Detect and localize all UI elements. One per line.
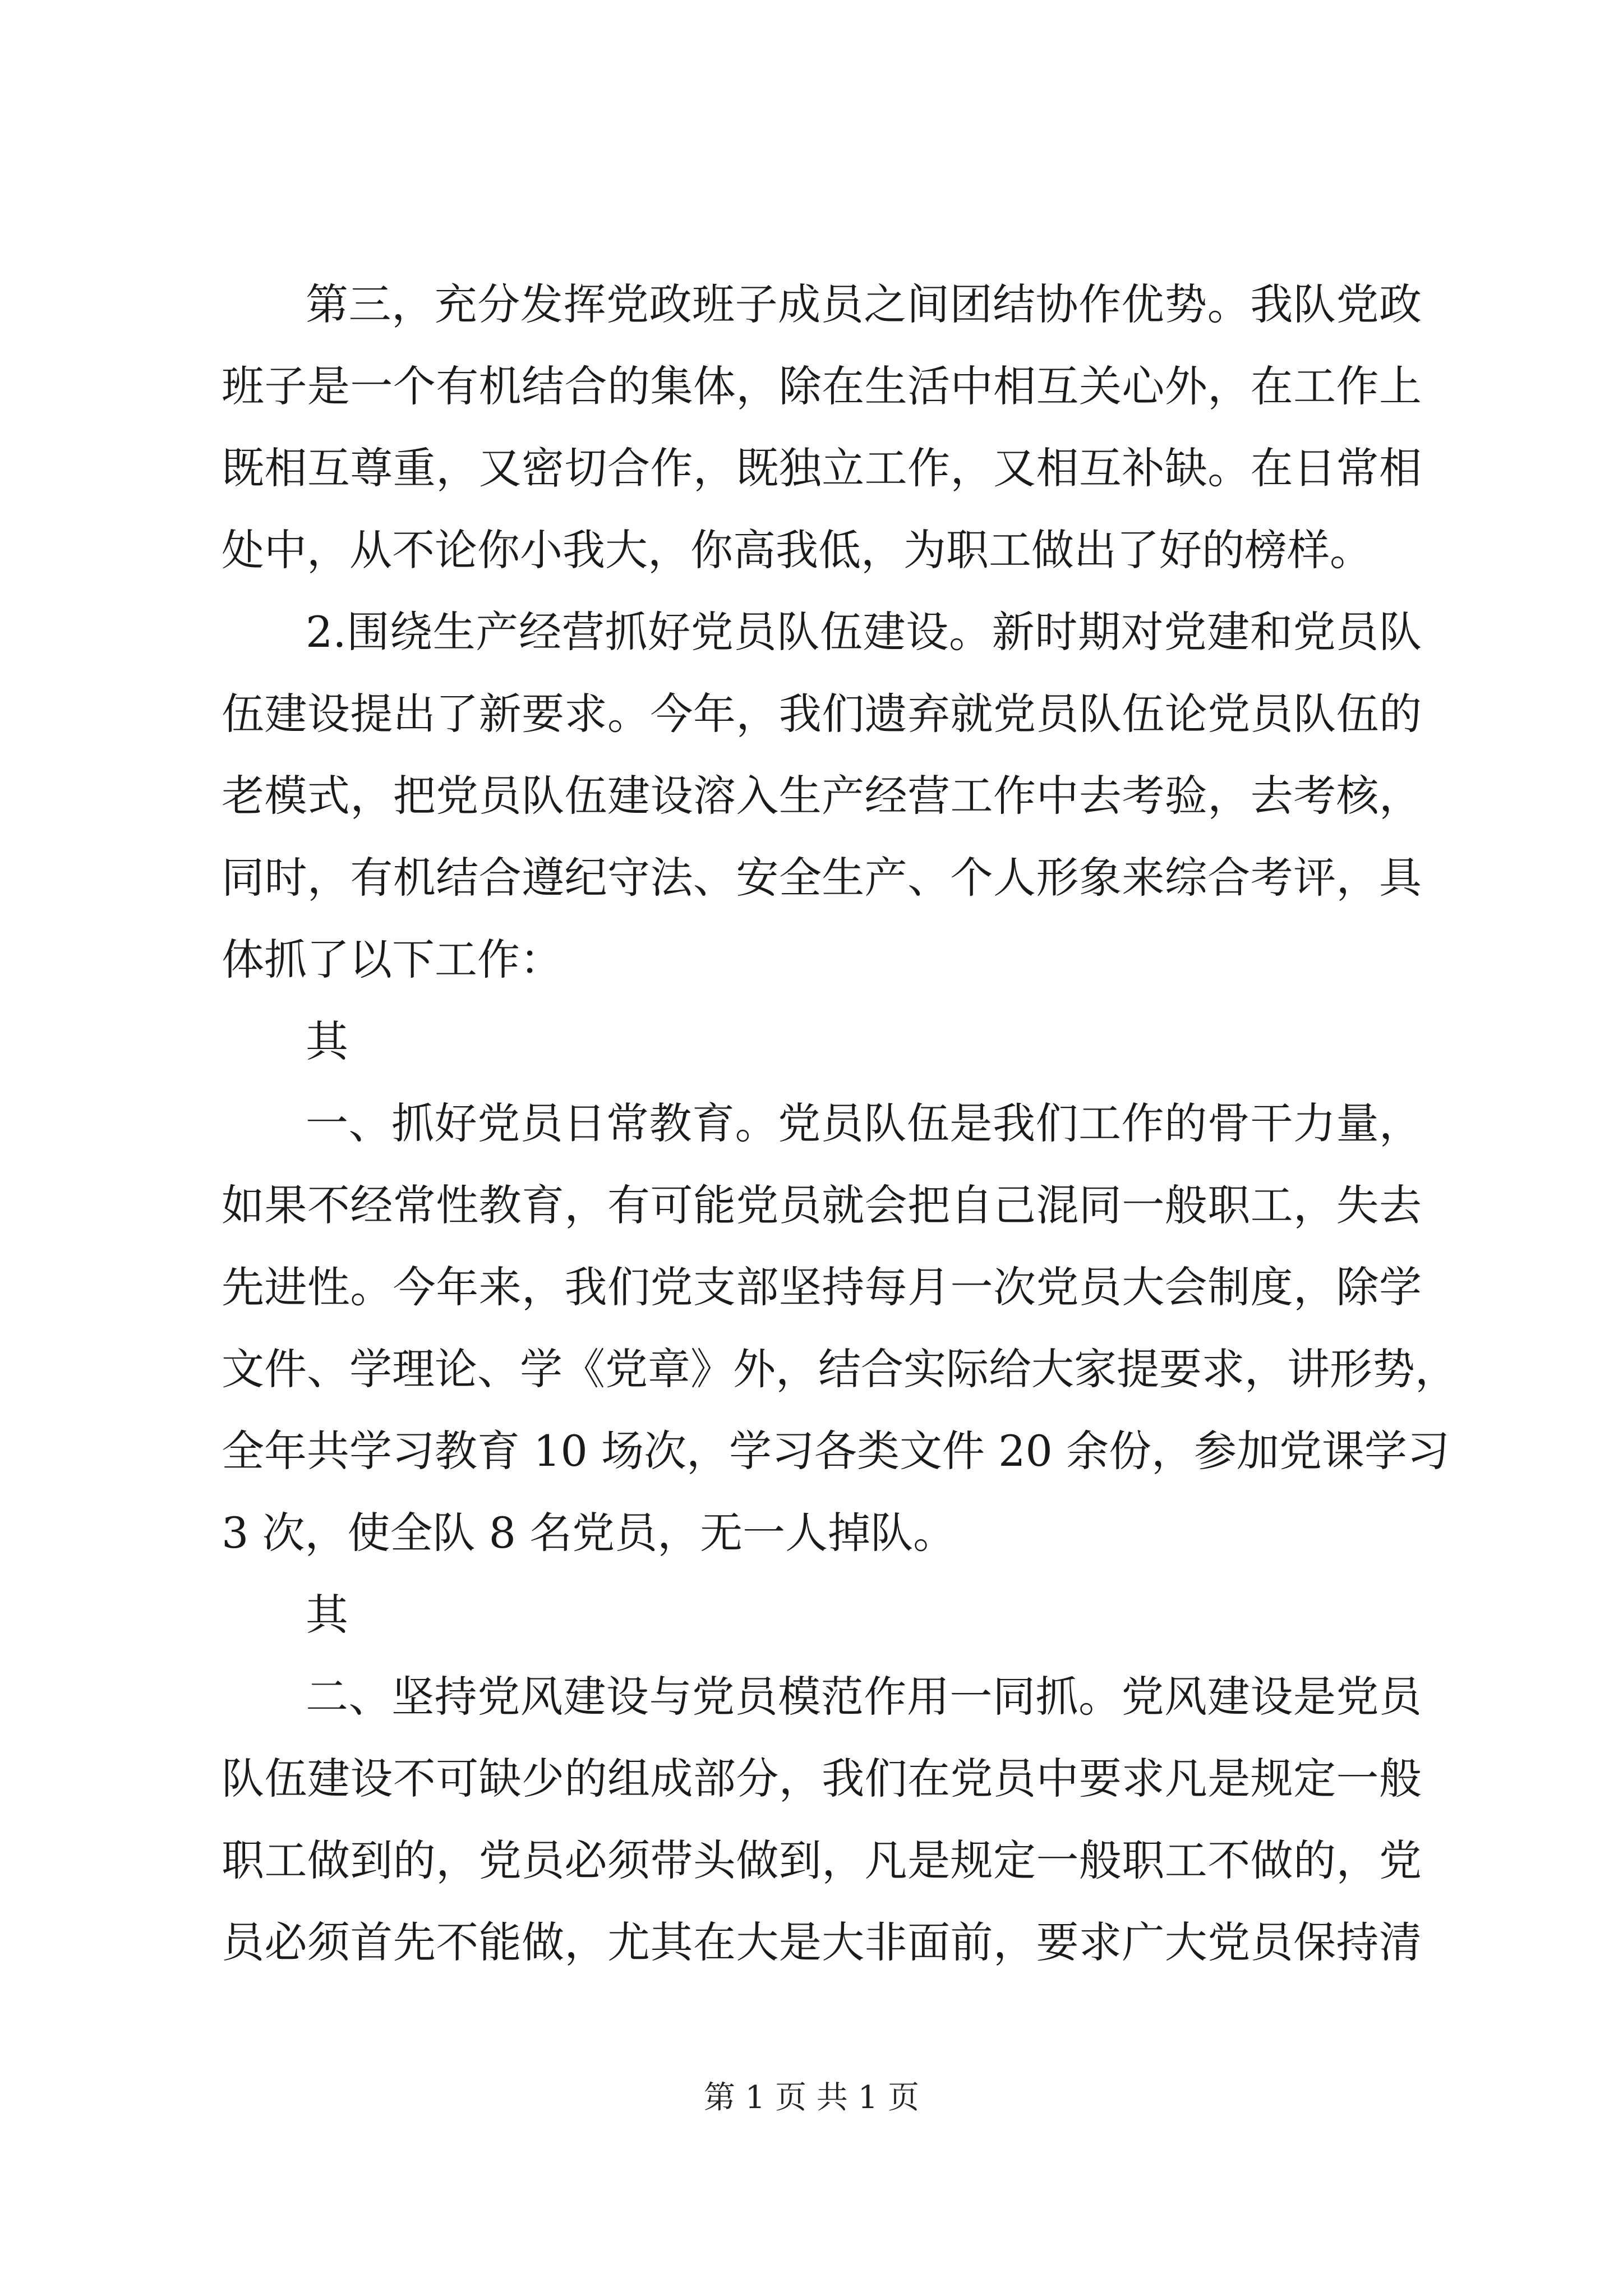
- text-line: 其: [306, 1590, 348, 1640]
- text-line: 处中，从不论你小我大，你高我低，为职工做出了好的榜样。: [222, 525, 1372, 575]
- text-line: 伍建设提出了新要求。今年，我们遗弃就党员队伍论党员队伍的: [222, 689, 1422, 739]
- page-number-indicator: 第 1 页 共 1 页: [703, 2079, 920, 2116]
- text-line: 班子是一个有机结合的集体，除在生活中相互关心外，在工作上: [222, 361, 1422, 411]
- text-line: 先进性。今年来，我们党支部坚持每月一次党员大会制度，除学: [222, 1262, 1422, 1312]
- text-line: 一、抓好党员日常教育。党员队伍是我们工作的骨干力量，: [306, 1098, 1422, 1148]
- text-line: 老模式，把党员队伍建设溶入生产经营工作中去考验，去考核，: [222, 771, 1422, 821]
- page-footer: [0, 2076, 1623, 2120]
- text-line: 3 次，使全队 8 名党员，无一人掉队。: [222, 1508, 956, 1558]
- text-line: 员必须首先不能做，尤其在大是大非面前，要求广大党员保持清: [222, 1917, 1422, 1967]
- text-line: 其: [306, 1016, 348, 1066]
- text-line: 全年共学习教育 10 场次，学习各类文件 20 余份，参加党课学习: [222, 1426, 1450, 1476]
- text-line: 2.围绕生产经营抓好党员队伍建设。新时期对党建和党员队: [306, 607, 1422, 657]
- text-line: 第三，充分发挥党政班子成员之间团结协作优势。我队党政: [306, 279, 1422, 329]
- text-line: 体抓了以下工作：: [222, 935, 562, 984]
- text-line: 同时，有机结合遵纪守法、安全生产、个人形象来综合考评，具: [222, 853, 1422, 903]
- text-line: 如果不经常性教育，有可能党员就会把自己混同一般职工，失去: [222, 1180, 1422, 1230]
- text-line: 既相互尊重，又密切合作，既独立工作，又相互补缺。在日常相: [222, 443, 1422, 493]
- text-line: 二、坚持党风建设与党员模范作用一同抓。党风建设是党员: [306, 1672, 1422, 1722]
- text-line: 文件、学理论、学《党章》外，结合实际给大家提要求，讲形势，: [222, 1344, 1458, 1394]
- text-line: 队伍建设不可缺少的组成部分，我们在党员中要求凡是规定一般: [222, 1754, 1422, 1803]
- document-body: [222, 264, 1458, 1984]
- text-line: 职工做到的，党员必须带头做到，凡是规定一般职工不做的，党: [222, 1835, 1422, 1885]
